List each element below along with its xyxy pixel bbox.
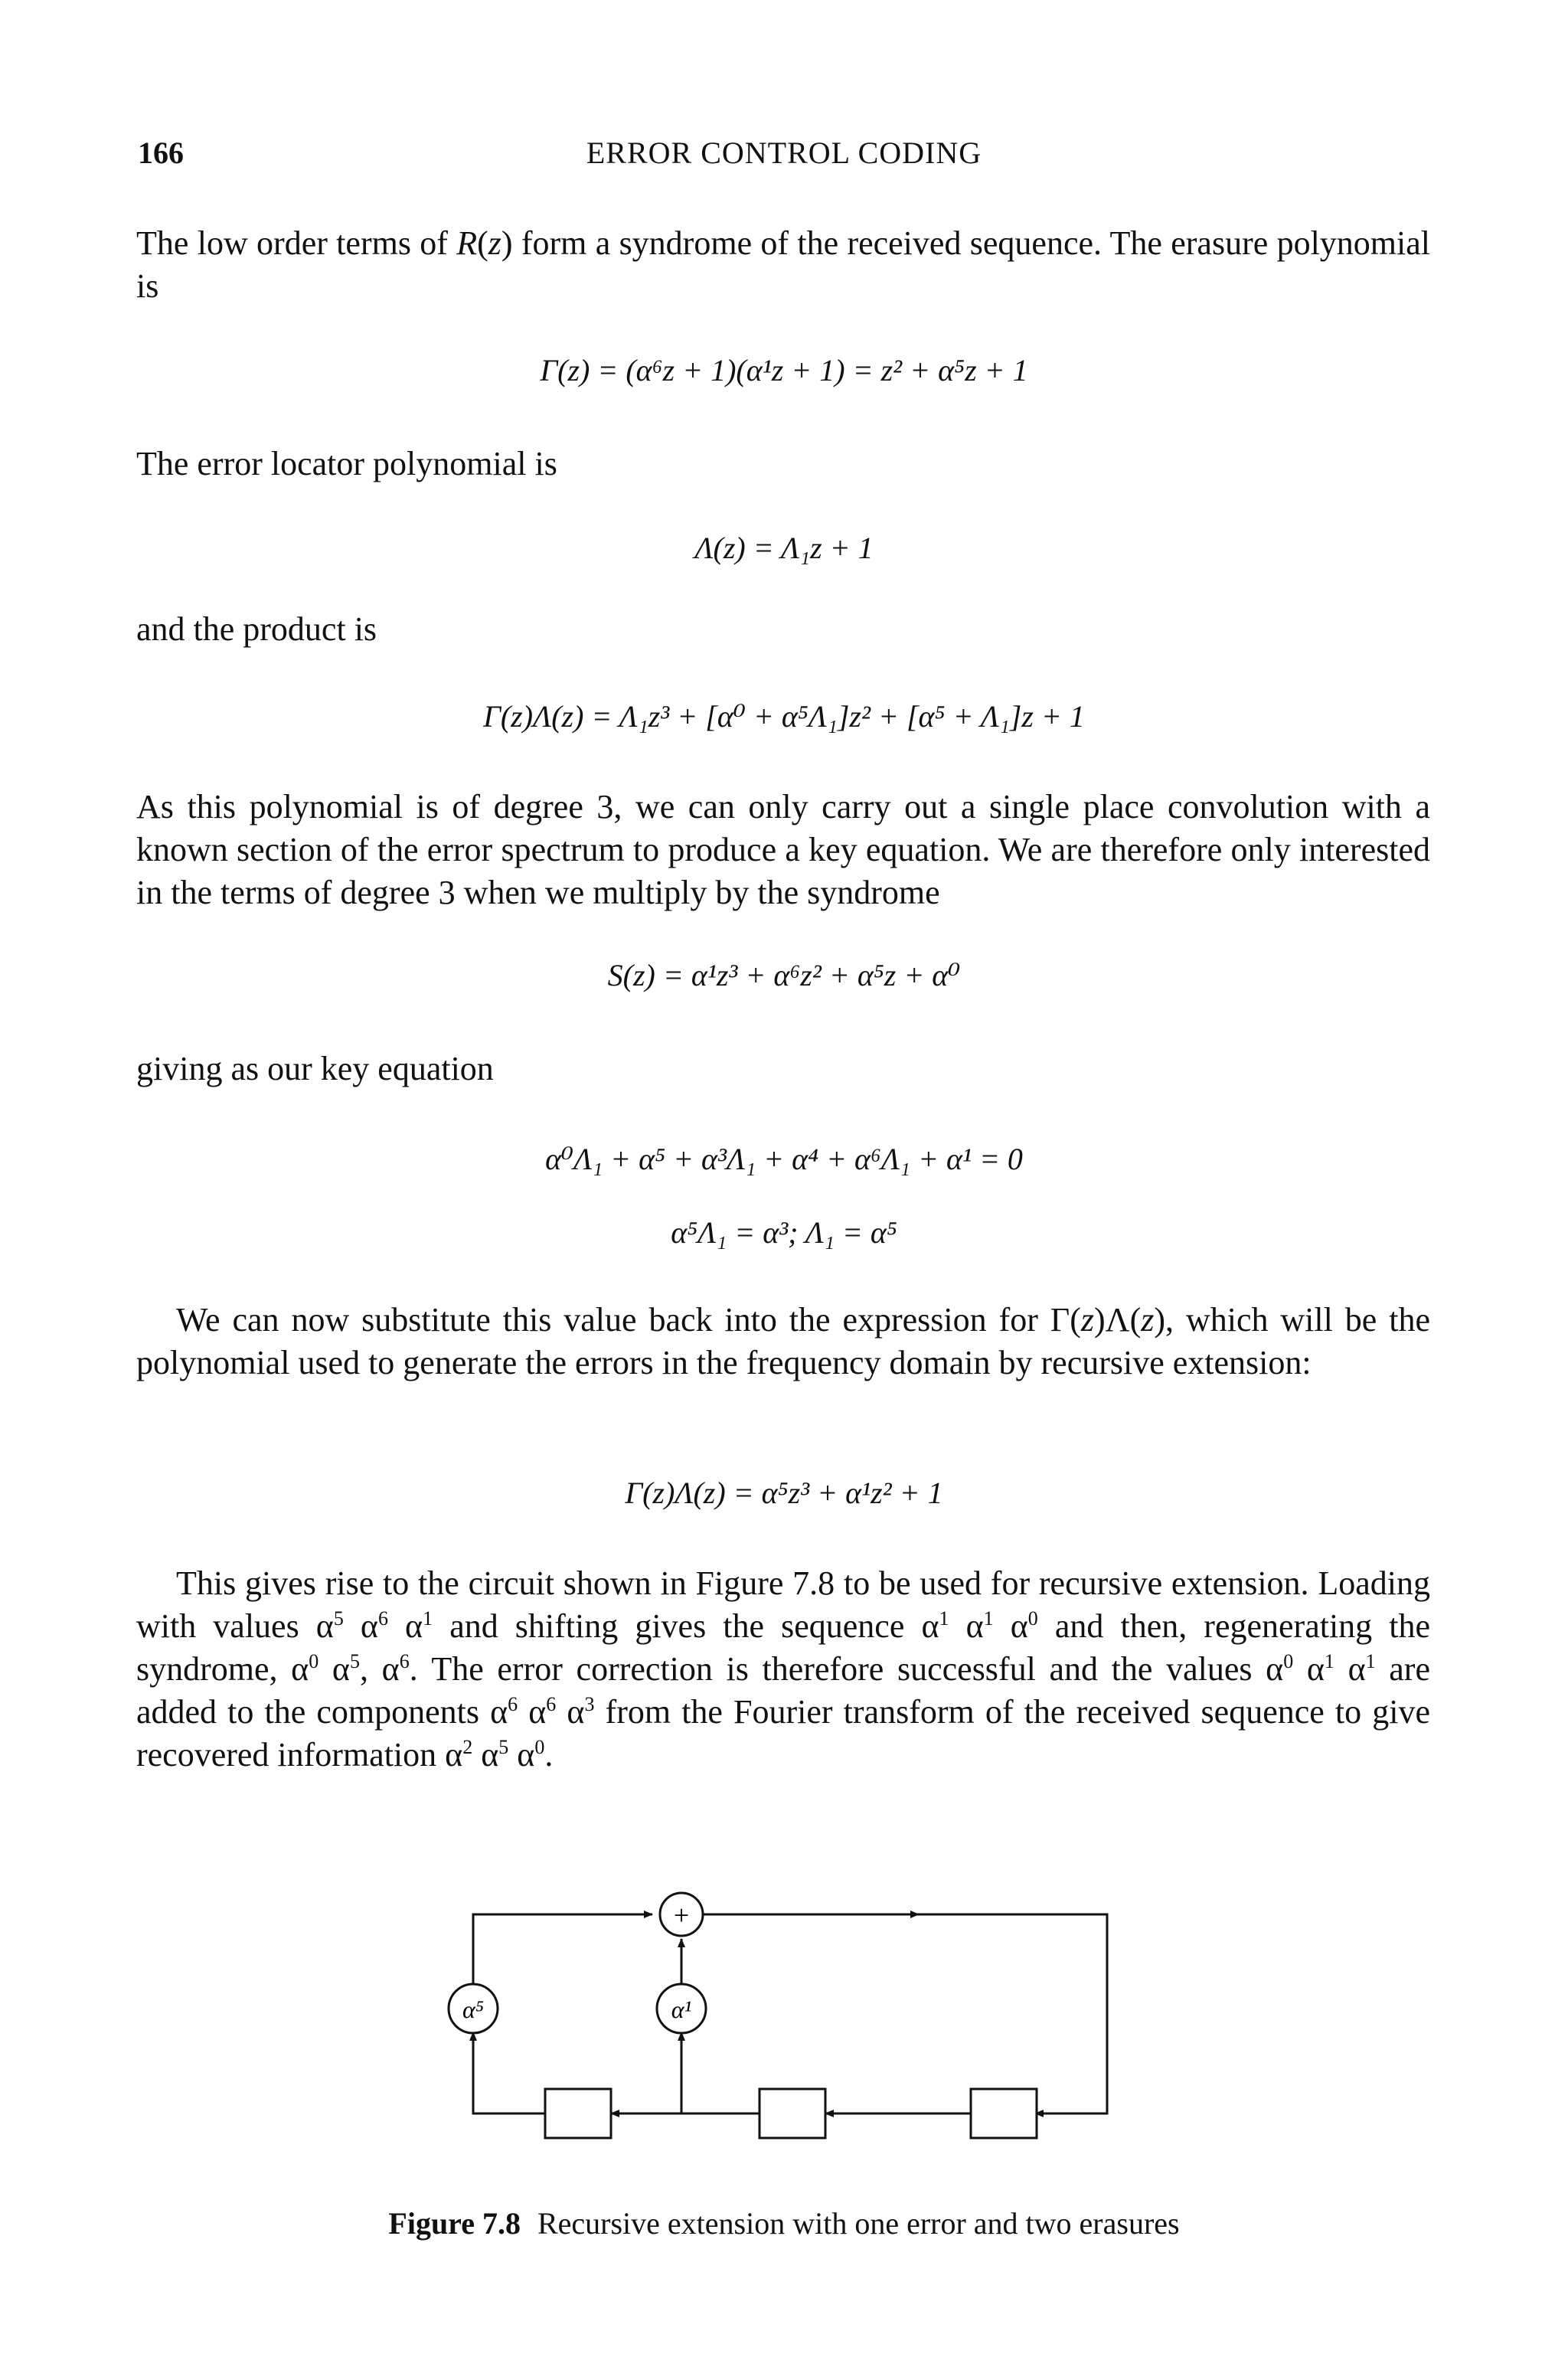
shift-register-left: [545, 2089, 611, 2138]
equation-error-locator: Λ(z) = Λ₁z + 1: [694, 531, 874, 565]
paragraph-syndrome: The low order terms of R(z) form a syndrome of the received sequence. The erasure polynomial is: [136, 224, 1430, 305]
caption-text: Recursive extension with one error and two erasures: [537, 2206, 1180, 2241]
figure-caption: [0, 2205, 1568, 2241]
adder-label: +: [673, 1900, 690, 1930]
running-head: ERROR CONTROL CODING: [586, 136, 982, 170]
paragraph-product: and the product is: [136, 610, 377, 648]
caption-label: Figure 7.8: [388, 2206, 521, 2241]
shift-register-right: [971, 2089, 1037, 2138]
page-number: 166: [138, 136, 184, 170]
multiplier-left-label: α⁵: [462, 1996, 484, 2023]
wire-top-right-end: [915, 1914, 1107, 2113]
equation-erasure-polynomial: Γ(z) = (α⁶z + 1)(α¹z + 1) = z² + α⁵z + 1: [540, 353, 1028, 387]
wire-left-box-out: [473, 2032, 545, 2113]
paragraph-degree: As this polynomial is of degree 3, we can only carry out a single place convolution with a known section of the error spectrum to produce a key equation. We are therefore only interested in the terms of degree 3 when we multiply by the syndrome: [136, 788, 1430, 911]
multiplier-right-label: α¹: [671, 1996, 692, 2023]
equation-key: α⁰Λ₁ + α⁵ + α³Λ₁ + α⁴ + α⁶Λ₁ + α¹ = 0: [545, 1142, 1023, 1176]
equation-product: Γ(z)Λ(z) = Λ₁z³ + [α⁰ + α⁵Λ₁]z² + [α⁵ + Λ₁]z + 1: [483, 699, 1085, 734]
shift-register-middle: [760, 2089, 825, 2138]
equation-syndrome: S(z) = α¹z³ + α⁶z² + α⁵z + α⁰: [607, 958, 961, 992]
equation-key-solution: α⁵Λ₁ = α³; Λ₁ = α⁵: [671, 1215, 897, 1250]
paragraph-key-equation: giving as our key equation: [136, 1050, 494, 1087]
wire-top-left: [473, 1914, 652, 1945]
paragraph-substitute: We can now substitute this value back into the expression for Γ(z)Λ(z), which will be the polynomial used to generate the errors in the frequency domain by recursive extension:: [136, 1301, 1430, 1381]
paragraph-circuit: This gives rise to the circuit shown in Figure 7.8 to be used for recursive extension. Loading with values $\alpha^5$ $\alpha^6$ $\alpha^1$ and shifting gives the sequence $\alpha^1$ $\alpha^1$ $\alpha^0$ and then, regenerating the syndrome, $\alpha^0$ $\alpha^5$, $\alpha^6$. The error correction is therefore successful and the values $\alpha^0$ $\alpha^1$ $\alpha^1$ are added to the components $\alpha^6$ $\alpha^6$ $\alpha^3$ from the Fourier transform of the received sequence to give recovered information $\alpha^2$ $\alpha^5$ $\alpha^0$.: [136, 1564, 1430, 1773]
equation-recursive-polynomial: Γ(z)Λ(z) = α⁵z³ + α¹z² + 1: [625, 1476, 943, 1510]
paragraph-error-locator: The error locator polynomial is: [136, 445, 557, 482]
